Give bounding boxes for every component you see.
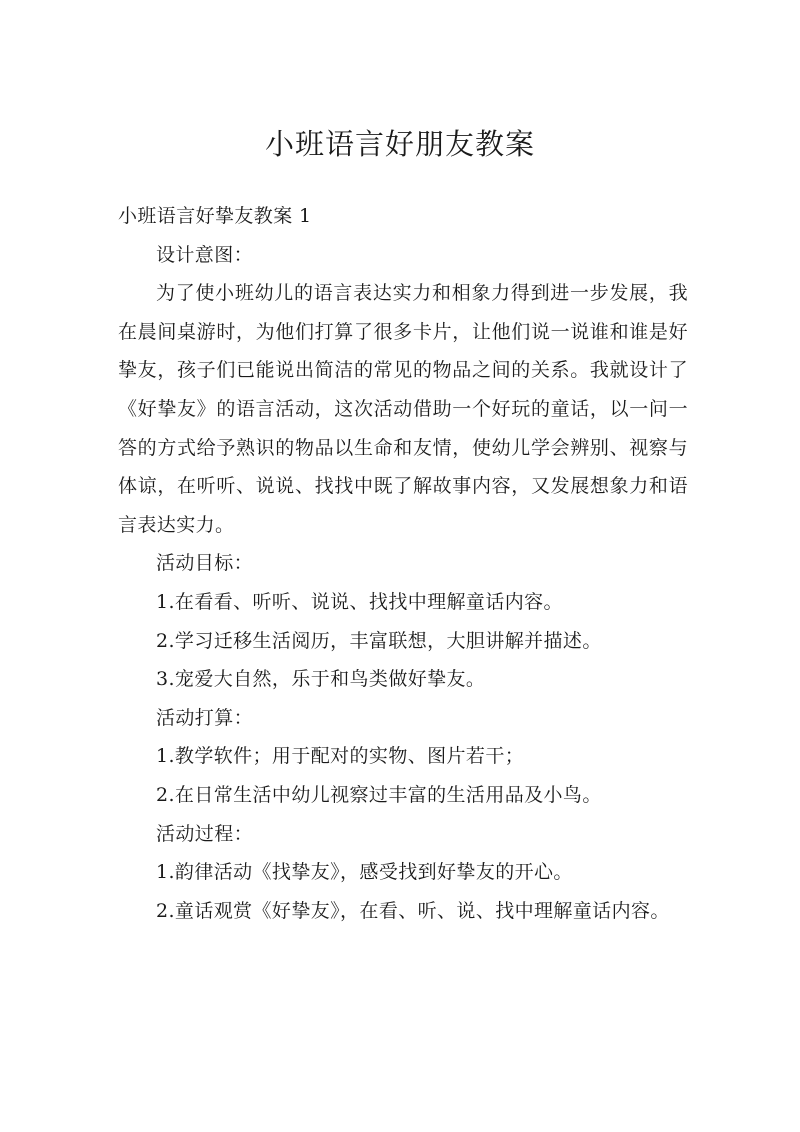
design-paragraph: 为了使小班幼儿的语言表达实力和相象力得到进一步发展，我在晨间桌游时，为他们打算了很多卡片，让他们说一说谁和谁是好挚友，孩子们已能说出简洁的常见的物品之间的关系。我就设计了《好挚友》的语言活动，这次活动借助一个好玩的童话，以一问一答的方式给予熟识的物品以生命和友情，使幼儿学会辨别、视察与体谅，在听听、说说、找找中既了解故事内容，又发展想象力和语言表达实力。	[118, 282, 688, 536]
document-body	[118, 197, 688, 930]
prep-item: 2.在日常生活中幼儿视察过丰富的生活用品及小鸟。	[156, 783, 602, 806]
prep-item: 1.教学软件；用于配对的实物、图片若干；	[156, 745, 525, 768]
process-item: 1.韵律活动《找挚友》，感受找到好挚友的开心。	[156, 861, 573, 884]
goals-label: 活动目标：	[156, 552, 254, 575]
goal-item: 3.宠爱大自然，乐于和鸟类做好挚友。	[156, 668, 486, 691]
goal-item: 1.在看看、听听、说说、找找中理解童话内容。	[156, 590, 563, 613]
document-title: 小班语言好朋友教案	[264, 127, 535, 161]
section-heading: 小班语言好挚友教案 1	[118, 205, 312, 227]
process-item: 2.童话观赏《好挚友》，在看、听、说、找中理解童话内容。	[156, 899, 670, 922]
prep-label: 活动打算：	[156, 706, 254, 729]
goal-item: 2.学习迁移生活阅历，丰富联想，大胆讲解并描述。	[156, 629, 602, 652]
process-label: 活动过程：	[156, 822, 254, 845]
design-label: 设计意图：	[156, 243, 254, 266]
